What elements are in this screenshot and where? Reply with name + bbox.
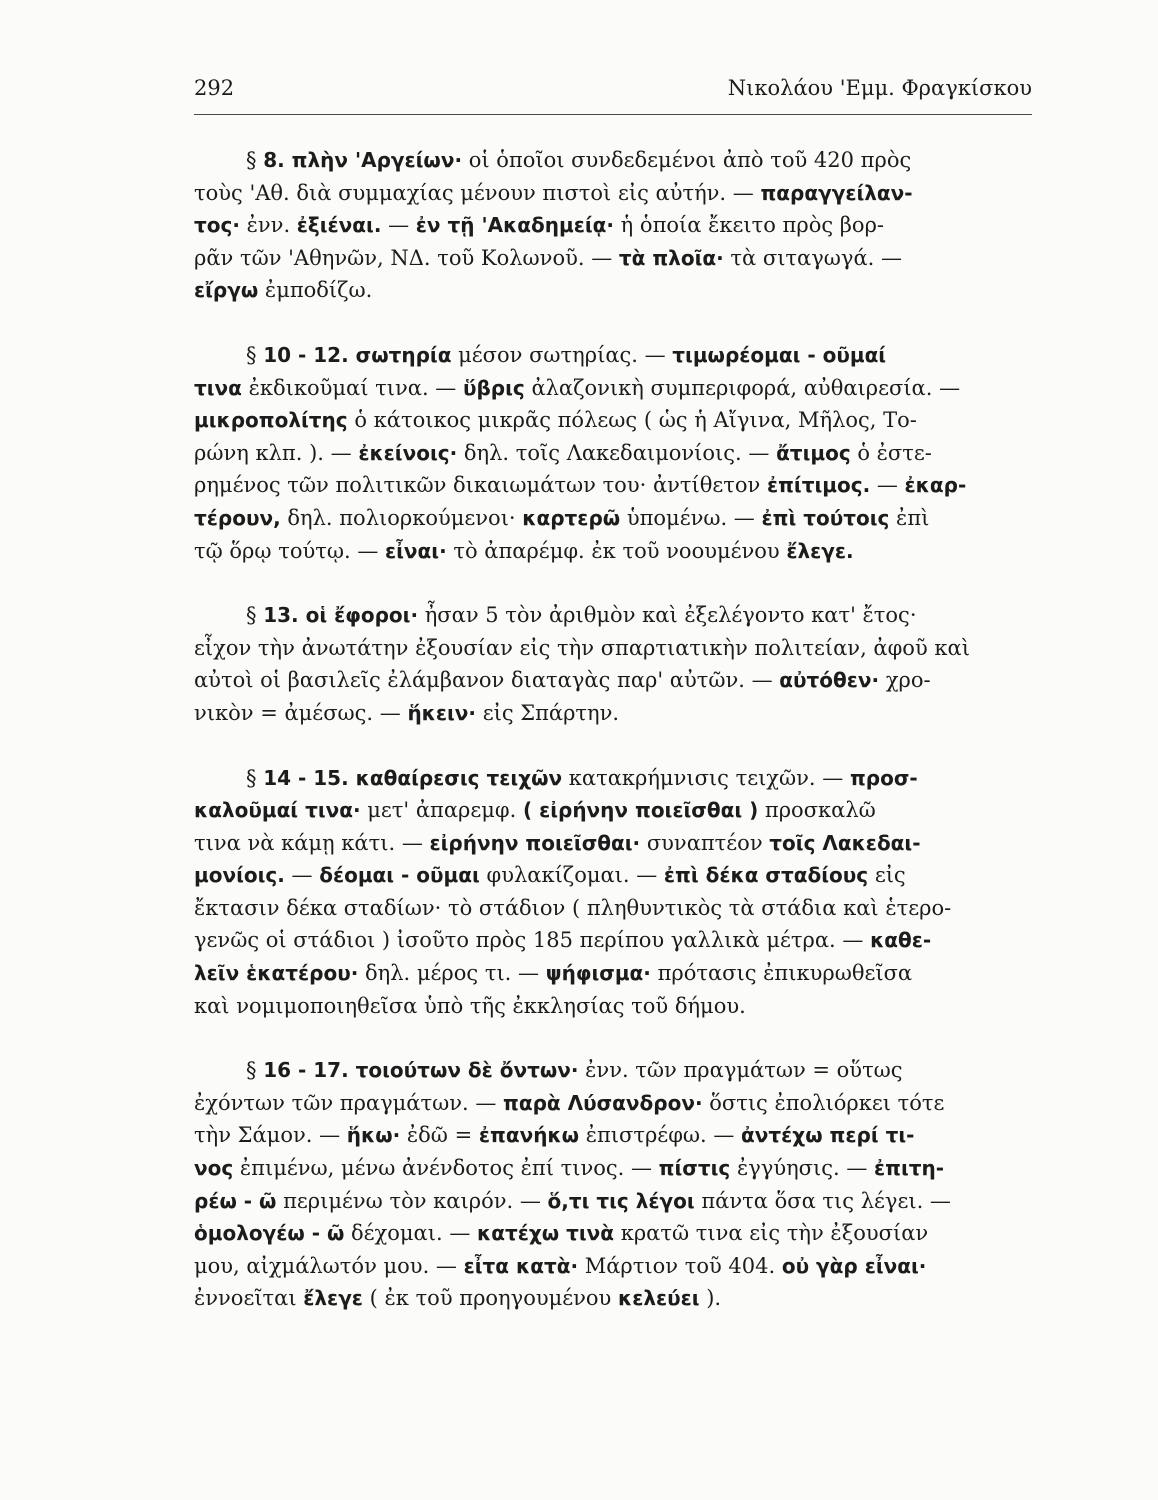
text-run: φυλακίζομαι. — bbox=[479, 863, 664, 888]
bold-term: ἐκαρ- bbox=[904, 473, 967, 498]
text-run: ἦσαν 5 τὸν ἀριθμὸν καὶ ἐξελέγοντο κατ' ἔτος· bbox=[418, 603, 917, 628]
text-run: τὸ ἀπαρέμφ. ἐκ τοῦ νοουμένου bbox=[446, 538, 787, 563]
bold-term: εἴργω bbox=[194, 278, 259, 303]
text-run: κρατῶ τινα εἰς τὴν ἐξουσίαν bbox=[614, 1221, 929, 1246]
text-run: ὁ κάτοικος μικρᾶς πόλεως ( ὡς ἡ Αἴγινα, Μῆλος, Το- bbox=[347, 408, 917, 433]
text-run: δέχομαι. — bbox=[344, 1221, 477, 1246]
text-run: ἐπιμένω, μένω ἀνένδοτος ἐπί τινος. — bbox=[233, 1156, 659, 1181]
bold-term: ἥκειν· bbox=[407, 700, 477, 725]
text-run: ἐπιστρέφω. — bbox=[579, 1123, 742, 1148]
bold-term: κατέχω τινὰ bbox=[477, 1221, 615, 1246]
text-run: δηλ. πολιορκούμενοι· bbox=[280, 505, 523, 530]
text-run: καὶ νομιμοποιηθεῖσα ὑπὸ τῆς ἐκκλησίας τοῦ δήμου. bbox=[194, 993, 746, 1018]
page-header bbox=[194, 76, 1032, 108]
text-run: § bbox=[246, 342, 264, 367]
text-run: μετ' ἀπαρεμφ. bbox=[360, 798, 523, 823]
text-line bbox=[194, 762, 1039, 795]
text-line bbox=[194, 1282, 1039, 1315]
bold-term: προσ- bbox=[849, 765, 918, 790]
text-run: Μάρτιον τοῦ 404. bbox=[578, 1253, 782, 1278]
text-line bbox=[194, 924, 1039, 957]
text-line bbox=[194, 859, 1039, 892]
bold-term: ἐπὶ τούτοις bbox=[761, 505, 890, 530]
bold-term: τὰ πλοῖα· bbox=[618, 245, 724, 270]
bold-term: ψήφισμα· bbox=[545, 961, 651, 986]
text-line bbox=[194, 1217, 1039, 1250]
text-run: § bbox=[246, 603, 264, 628]
text-run: γενῶς οἱ στάδιοι ) ἰσοῦτο πρὸς 185 περίπου γαλλικὰ μέτρα. — bbox=[194, 928, 871, 953]
paragraph bbox=[194, 762, 1039, 1023]
text-run: πάντα ὅσα τις λέγει. — bbox=[694, 1188, 951, 1213]
text-run: ἐκδικοῦμαί τινα. — bbox=[241, 375, 463, 400]
text-line bbox=[194, 1119, 1039, 1152]
text-line bbox=[194, 990, 1039, 1023]
bold-term: ἐξιέναι. bbox=[296, 213, 382, 238]
text-run: ἔκτασιν δέκα σταδίων· τὸ στάδιον ( πληθυντικὸς τὰ στάδια καὶ ἑτερο- bbox=[194, 895, 952, 920]
bold-term: εἰρήνην ποιεῖσθαι· bbox=[429, 830, 641, 855]
bold-term: λεῖν ἑκατέρου· bbox=[194, 961, 359, 986]
bold-term: τινα bbox=[194, 375, 242, 400]
bold-term: ἐπίτιμος. bbox=[766, 473, 871, 498]
text-line bbox=[194, 242, 1039, 275]
text-run: αὐτοὶ οἱ βασιλεῖς ἐλάμβανον διαταγὰς παρ' αὐτῶν. — bbox=[194, 668, 780, 693]
text-line bbox=[194, 632, 1039, 665]
page-number: 292 bbox=[194, 76, 235, 100]
bold-term: ἔλεγε bbox=[303, 1286, 363, 1311]
bold-term: ὅ,τι τις λέγοι bbox=[547, 1188, 695, 1213]
text-line bbox=[194, 372, 1039, 405]
bold-term: εἶναι· bbox=[385, 538, 447, 563]
bold-term: μονίοις. bbox=[194, 863, 285, 888]
text-line bbox=[194, 1087, 1039, 1120]
bold-term: ἐκείνοις· bbox=[358, 440, 458, 465]
text-run: ἐνν. τῶν πραγμάτων = οὕτως bbox=[578, 1058, 903, 1083]
text-line bbox=[194, 664, 1039, 697]
text-line bbox=[194, 274, 1039, 307]
bold-term: οὐ γὰρ εἶναι· bbox=[781, 1253, 927, 1278]
text-line bbox=[194, 794, 1039, 827]
text-line bbox=[194, 502, 1039, 535]
text-line bbox=[194, 892, 1039, 925]
paragraph bbox=[194, 144, 1039, 307]
text-run: δηλ. μέρος τι. — bbox=[358, 961, 546, 986]
text-run: τὴν Σάμον. — bbox=[194, 1123, 347, 1148]
text-run: ὑπομένω. — bbox=[620, 505, 762, 530]
text-run: εἰς bbox=[868, 863, 906, 888]
text-run: § bbox=[246, 1058, 264, 1083]
paragraph bbox=[194, 1054, 1039, 1315]
bold-term: 13. οἱ ἔφοροι· bbox=[263, 603, 419, 628]
bold-term: τέρουν, bbox=[194, 505, 281, 530]
bold-term: ὁμολογέω - ῶ bbox=[194, 1221, 345, 1246]
text-run: — bbox=[381, 213, 416, 238]
text-line bbox=[194, 599, 1039, 632]
bold-term: ρέω - ῶ bbox=[194, 1188, 277, 1213]
text-run: προσκαλῶ bbox=[758, 798, 876, 823]
bold-term: τιμωρέομαι - οῦμαί bbox=[672, 342, 887, 367]
text-run: τοὺς 'Αθ. διὰ συμμαχίας μένουν πιστοὶ εἰς αὐτήν. — bbox=[194, 180, 761, 205]
bold-term: ἔλεγε. bbox=[786, 538, 854, 563]
bold-term: ἐπὶ δέκα σταδίους bbox=[663, 863, 869, 888]
text-line bbox=[194, 209, 1039, 242]
bold-term: 10 - 12. σωτηρία bbox=[263, 342, 452, 367]
bold-term: μικροπολίτης bbox=[194, 408, 348, 433]
bold-term: τοῖς Λακεδαι- bbox=[769, 830, 921, 855]
text-run: νικὸν = ἀμέσως. — bbox=[194, 700, 408, 725]
text-run: § bbox=[246, 148, 264, 172]
text-line bbox=[194, 144, 1039, 177]
text-line bbox=[194, 437, 1039, 470]
bold-term: ἐπανήκω bbox=[478, 1123, 580, 1148]
bold-term: 14 - 15. καθαίρεσις τειχῶν bbox=[263, 765, 563, 790]
running-head: Νικολάου 'Εμμ. Φραγκίσκου bbox=[727, 76, 1032, 100]
text-line bbox=[194, 1152, 1039, 1185]
text-run: ἀλαζονικὴ συμπεριφορά, αὐθαιρεσία. — bbox=[524, 375, 961, 400]
bold-term: παρὰ Λύσανδρον· bbox=[503, 1090, 703, 1115]
text-line bbox=[194, 827, 1039, 860]
text-run: ἐγγύησις. — bbox=[730, 1156, 875, 1181]
text-run: τινα νὰ κάμῃ κάτι. — bbox=[194, 830, 430, 855]
text-run: μέσον σωτηρίας. — bbox=[451, 342, 673, 367]
text-run: ἡ ὁποία ἔκειτο πρὸς βορ- bbox=[614, 213, 885, 238]
text-line bbox=[194, 177, 1039, 210]
bold-term: αὐτόθεν· bbox=[779, 668, 880, 693]
text-line bbox=[194, 957, 1039, 990]
text-run: ρώνη κλπ. ). — bbox=[194, 440, 359, 465]
text-run: — bbox=[870, 473, 905, 498]
text-run: ( ἐκ τοῦ προηγουμένου bbox=[362, 1286, 618, 1311]
bold-term: κελεύει bbox=[617, 1286, 700, 1311]
text-run: δηλ. τοῖς Λακεδαιμονίοις. — bbox=[457, 440, 777, 465]
bold-term: ( εἰρήνην ποιεῖσθαι ) bbox=[522, 798, 759, 823]
bold-term: 16 - 17. τοιούτων δὲ ὄντων· bbox=[263, 1058, 579, 1083]
text-line bbox=[194, 1185, 1039, 1218]
bold-term: τος· bbox=[194, 213, 240, 238]
paragraph bbox=[194, 599, 1039, 729]
text-line bbox=[194, 535, 1039, 568]
text-run: ἐπὶ bbox=[889, 505, 930, 530]
bold-term: νος bbox=[194, 1156, 234, 1181]
text-run: ἐδῶ = bbox=[400, 1123, 479, 1148]
bold-term: ἥκω· bbox=[346, 1123, 401, 1148]
text-run: εἰς Σπάρτην. bbox=[476, 700, 620, 725]
text-run: μου, αἰχμάλωτόν μου. — bbox=[194, 1253, 464, 1278]
text-line bbox=[194, 469, 1039, 502]
bold-term: καθε- bbox=[870, 928, 932, 953]
text-run: τῷ ὅρῳ τούτῳ. — bbox=[194, 538, 385, 563]
text-line bbox=[194, 1250, 1039, 1283]
text-line bbox=[194, 697, 1039, 730]
text-run: τὰ σιταγωγά. — bbox=[723, 245, 902, 270]
text-run: ρημένος τῶν πολιτικῶν δικαιωμάτων του· ἀντίθετον bbox=[194, 473, 767, 498]
text-run: εἶχον τὴν ἀνωτάτην ἐξουσίαν εἰς τὴν σπαρτιατικὴν πολιτείαν, ἀφοῦ καὶ bbox=[194, 635, 970, 660]
text-line bbox=[194, 404, 1039, 437]
bold-term: καλοῦμαί τινα· bbox=[194, 798, 361, 823]
text-run: ὁ ἐστε- bbox=[850, 440, 932, 465]
text-run: ρᾶν τῶν 'Αθηνῶν, ΝΔ. τοῦ Κολωνοῦ. — bbox=[194, 245, 619, 270]
bold-term: παραγγείλαν- bbox=[760, 180, 913, 205]
bold-term: ὕβρις bbox=[462, 375, 525, 400]
text-run: § bbox=[246, 765, 264, 790]
text-run: ἐχόντων τῶν πραγμάτων. — bbox=[194, 1090, 504, 1115]
text-run: κατακρήμνισις τειχῶν. — bbox=[562, 765, 850, 790]
bold-term: ἐπιτη- bbox=[874, 1156, 945, 1181]
bold-term: ἐν τῇ 'Ακαδημείᾳ· bbox=[415, 213, 614, 238]
paragraph bbox=[194, 339, 1039, 567]
text-run: ἐνν. bbox=[239, 213, 297, 238]
body-text bbox=[194, 144, 1039, 1347]
text-run: πρότασις ἐπικυρωθεῖσα bbox=[650, 961, 913, 986]
text-run: χρο- bbox=[879, 668, 931, 693]
header-rule bbox=[194, 114, 1032, 115]
text-run: περιμένω τὸν καιρόν. — bbox=[276, 1188, 548, 1213]
bold-term: εἶτα κατὰ· bbox=[463, 1253, 579, 1278]
bold-term: καρτερῶ bbox=[522, 505, 621, 530]
text-run: ἐμποδίζω. bbox=[258, 278, 373, 303]
text-run: ἐννοεῖται bbox=[194, 1286, 304, 1311]
text-run: οἱ ὁποῖοι συνδεδεμένοι ἀπὸ τοῦ 420 πρὸς bbox=[462, 148, 912, 172]
text-run: — bbox=[284, 863, 320, 888]
text-run: ὅστις ἐπολιόρκει τότε bbox=[702, 1090, 945, 1115]
text-line bbox=[194, 1054, 1039, 1087]
text-run: ). bbox=[699, 1286, 722, 1311]
bold-term: δέομαι - οῦμαι bbox=[319, 863, 480, 888]
bold-term: πίστις bbox=[658, 1156, 731, 1181]
bold-term: ἀντέχω περί τι- bbox=[741, 1123, 915, 1148]
text-run: συναπτέον bbox=[640, 830, 770, 855]
text-line bbox=[194, 339, 1039, 372]
bold-term: ἄτιμος bbox=[776, 440, 851, 465]
bold-term: 8. πλὴν 'Αργείων· bbox=[263, 148, 463, 172]
